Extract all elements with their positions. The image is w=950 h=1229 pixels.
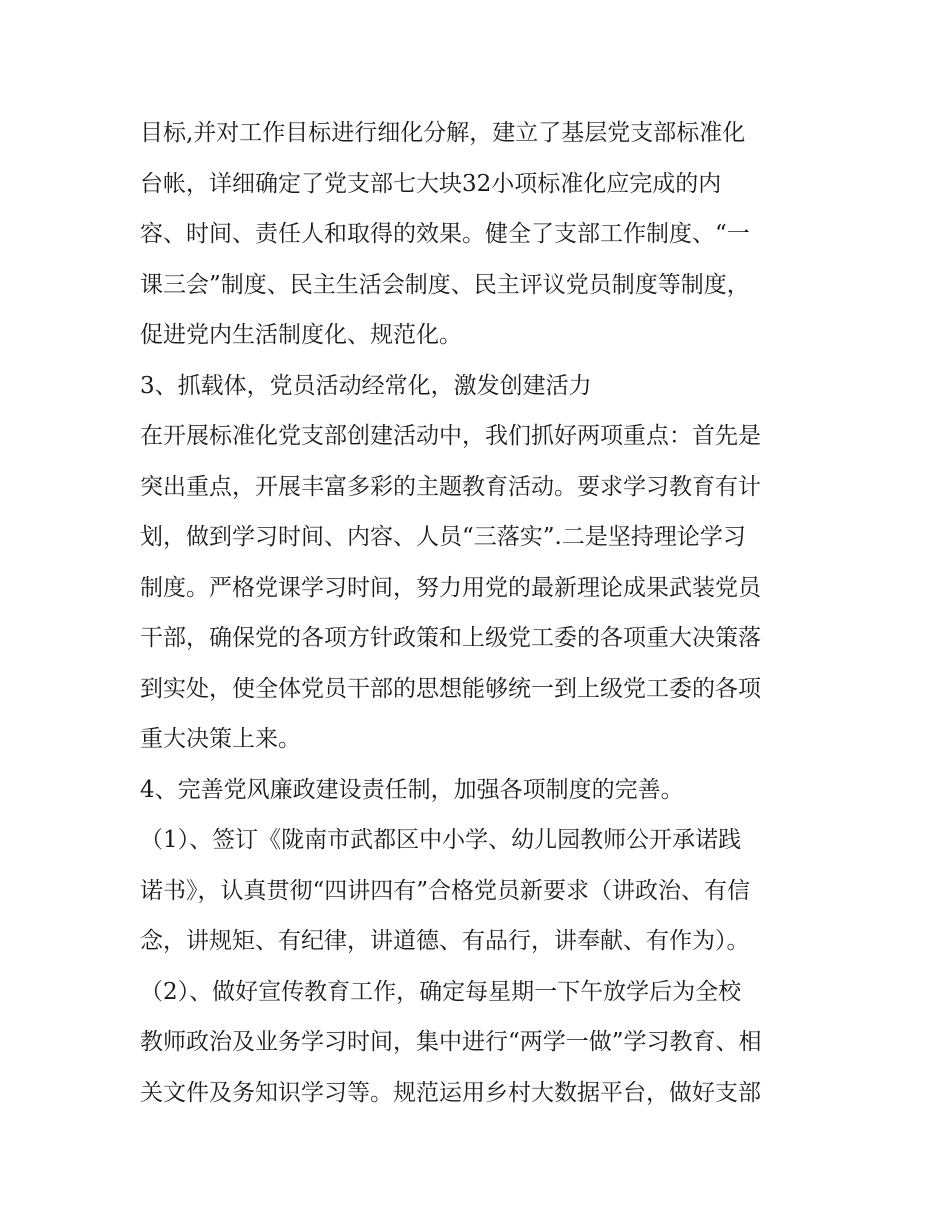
text-line: 教师政治及业务学习时间，集中进行“两学一做”学习教育、相 <box>140 1029 762 1055</box>
text-line: 课三会”制度、民主生活会制度、民主评议党员制度等制度， <box>140 271 750 298</box>
text-line: 划，做到学习时间、内容、人员“三落实”.二是坚持理论学习 <box>140 524 746 550</box>
text-line: （2）、做好宣传教育工作，确定每星期一下午放学后为全校 <box>140 978 742 1005</box>
document-body <box>140 108 840 1118</box>
text-line: 突出重点，开展丰富多彩的主题教育活动。要求学习教育有计 <box>140 473 761 500</box>
text-line: 诺书》，认真贯彻“四讲四有”合格党员新要求（讲政治、有信 <box>140 877 751 904</box>
text-line: 促进党内生活制度化、规范化。 <box>140 322 462 348</box>
text-line: 目标,并对工作目标进行细化分解，建立了基层党支部标准化 <box>140 120 746 146</box>
text-line: 在开展标准化党支部创建活动中，我们抓好两项重点：首先是 <box>140 423 761 449</box>
text-line: 到实处，使全体党员干部的思想能够统一到上级党工委的各项 <box>140 675 761 702</box>
text-line: 关文件及务知识学习等。规范运用乡村大数据平台，做好支部 <box>140 1079 761 1106</box>
text-line: 干部，确保党的各项方针政策和上级党工委的各项重大决策落 <box>140 625 761 651</box>
text-line: （1）、签订《陇南市武都区中小学、幼儿园教师公开承诺践 <box>140 827 742 853</box>
text-line: 念，讲规矩、有纪律，讲道德、有品行，讲奉献、有作为）。 <box>140 928 750 954</box>
section-heading-4: 4、完善党风廉政建设责任制，加强各项制度的完善。 <box>140 776 684 803</box>
text-line: 容、时间、责任人和取得的效果。健全了支部工作制度、“一 <box>140 221 750 247</box>
text-line: 台帐，详细确定了党支部七大块32小项标准化应完成的内 <box>140 170 722 197</box>
text-line: 制度。严格党课学习时间，努力用党的最新理论成果武装党员 <box>140 574 761 601</box>
section-heading-3: 3、抓载体，党员活动经常化，激发创建活力 <box>140 372 592 399</box>
text-line: 重大决策上来。 <box>140 726 301 752</box>
